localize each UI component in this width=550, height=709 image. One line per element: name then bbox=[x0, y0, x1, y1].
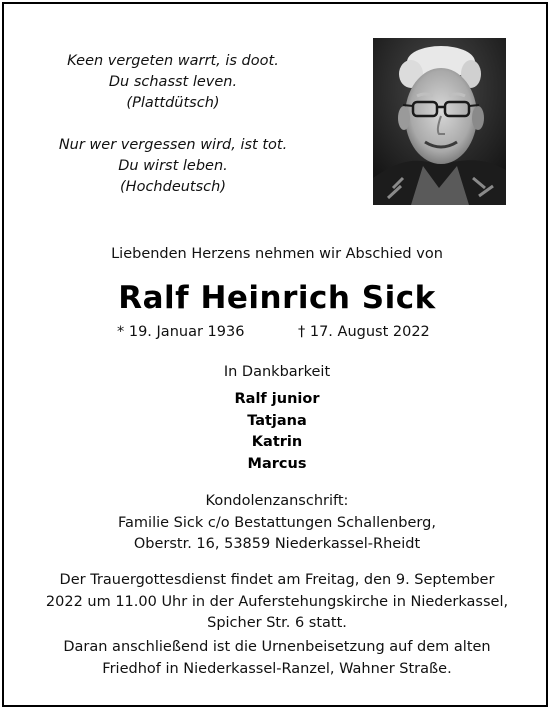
urn-burial-info bbox=[4, 637, 550, 680]
birth-date: * 19. Januar 1936 bbox=[117, 324, 245, 340]
deceased-name: Ralf Heinrich Sick bbox=[118, 280, 436, 316]
condolence-line: Oberstr. 16, 53859 Niederkassel-Rheidt bbox=[133, 536, 421, 552]
service-line: Spicher Str. 6 statt. bbox=[207, 615, 347, 631]
family-member: Ralf junior bbox=[234, 391, 320, 407]
quote-hochdeutsch bbox=[28, 135, 318, 198]
quote-language: (Plattdütsch) bbox=[126, 95, 220, 111]
family-list bbox=[4, 389, 550, 475]
quote-line: Du schasst leven. bbox=[108, 74, 238, 90]
quote-line: Nur wer vergessen wird, ist tot. bbox=[58, 137, 288, 153]
funeral-service-info bbox=[4, 570, 550, 635]
urn-line: Daran anschließend ist die Urnenbeisetzung auf dem alten bbox=[63, 639, 491, 655]
service-line: 2022 um 11.00 Uhr in der Auferstehungskirche in Niederkassel, bbox=[45, 593, 509, 610]
quote-line: Du wirst leben. bbox=[118, 158, 228, 174]
condolence-line: Familie Sick c/o Bestattungen Schallenberg, bbox=[118, 514, 436, 531]
obituary-card bbox=[2, 2, 548, 707]
service-line: Der Trauergottesdienst findet am Freitag, den 9. September bbox=[59, 572, 495, 588]
family-member: Tatjana bbox=[247, 412, 307, 429]
family-member: Marcus bbox=[247, 455, 307, 472]
quote-line: Keen vergeten warrt, is doot. bbox=[67, 53, 279, 69]
gratitude-line: In Dankbarkeit bbox=[223, 364, 331, 380]
death-date: † 17. August 2022 bbox=[298, 324, 430, 340]
urn-line: Friedhof in Niederkassel-Ranzel, Wahner Straße. bbox=[102, 660, 452, 677]
condolence-address bbox=[4, 491, 550, 556]
intro-text: Liebenden Herzens nehmen wir Abschied von bbox=[111, 246, 443, 262]
quote-plattduetsch bbox=[28, 51, 318, 114]
portrait-image bbox=[373, 38, 506, 205]
condolence-line: Kondolenzanschrift: bbox=[205, 493, 349, 509]
quote-language: (Hochdeutsch) bbox=[120, 179, 226, 195]
family-member: Katrin bbox=[251, 434, 303, 450]
portrait-photo bbox=[373, 38, 506, 205]
